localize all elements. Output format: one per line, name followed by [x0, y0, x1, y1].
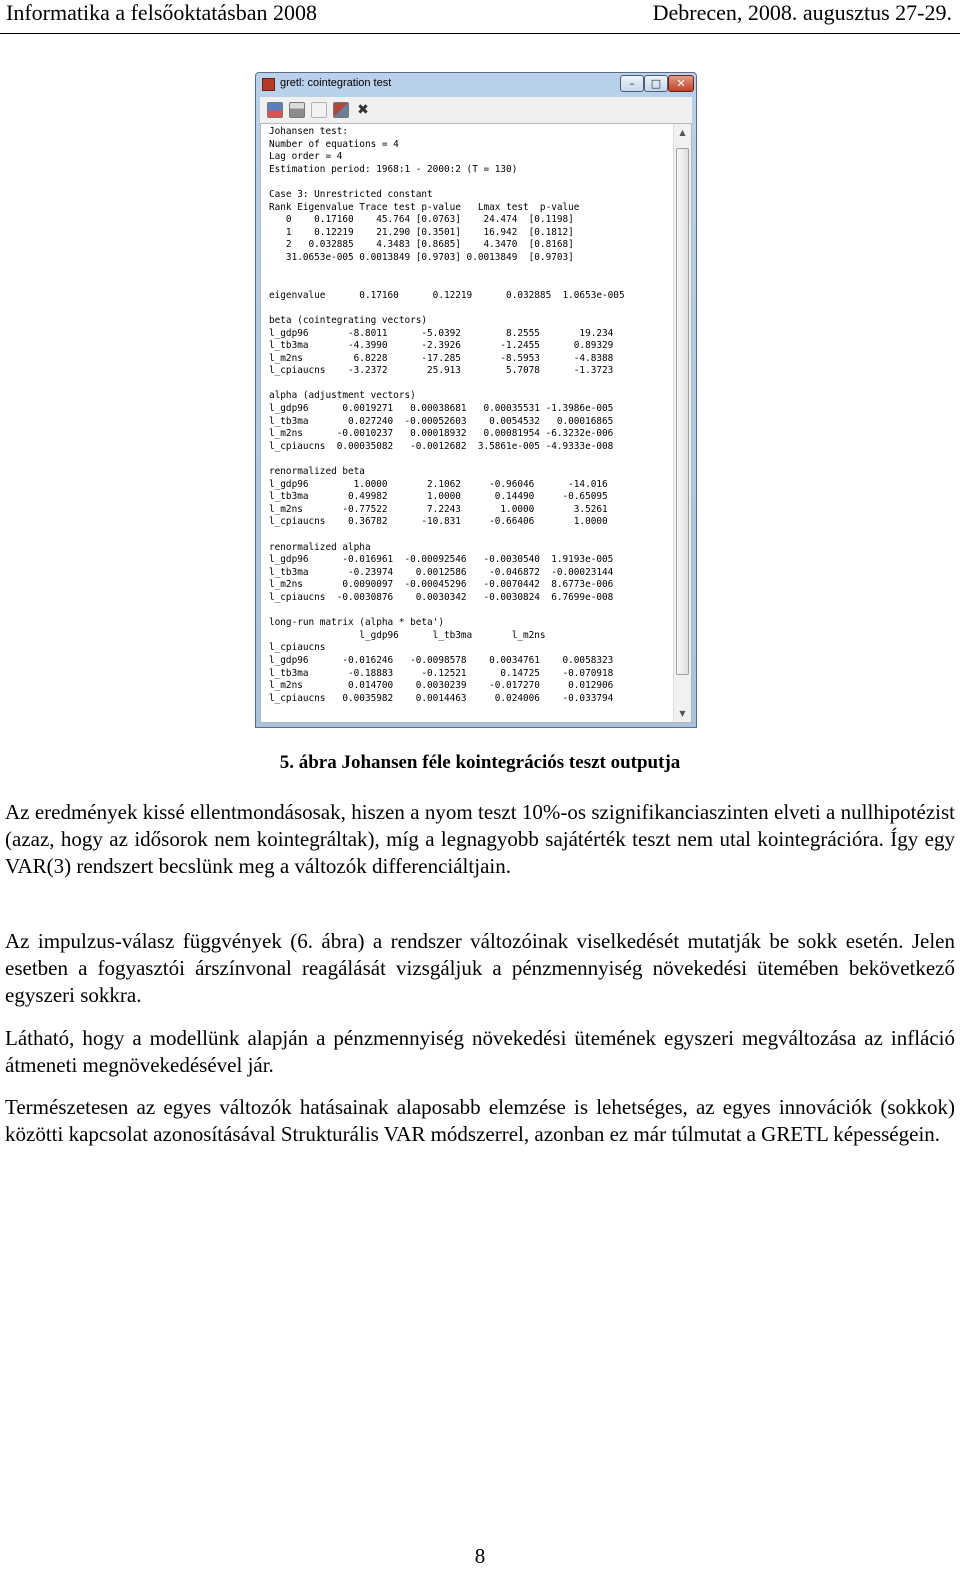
- maximize-button[interactable]: □: [644, 75, 668, 92]
- output-line: l_gdp96 -0.016246 -0.0098578 0.0034761 0.0058323: [269, 654, 614, 666]
- output-line: Number of equations = 4: [269, 138, 399, 150]
- window-titlebar[interactable]: [256, 73, 696, 97]
- window-toolbar: [260, 97, 692, 124]
- cointegration-output: [269, 126, 625, 705]
- scrollbar-thumb[interactable]: [676, 148, 689, 675]
- copy-icon[interactable]: [311, 102, 327, 118]
- vertical-scrollbar[interactable]: [673, 124, 691, 722]
- output-line: l_gdp96 l_tb3ma l_m2ns: [359, 629, 546, 641]
- window-title: gretl: cointegration test: [280, 77, 392, 89]
- close-icon[interactable]: ✖: [357, 102, 369, 118]
- output-line: l_cpiaucns: [269, 642, 326, 654]
- body-paragraph: Természetesen az egyes változók hatásainak alaposabb elemzése is lehetséges, az egyes innovációk (sokkok) közötti kapcsolat azonosításával Strukturális VAR módszerrel, azonban ez már túlmutat a GRETL képességein.: [5, 1095, 955, 1146]
- output-line: renormalized alpha: [269, 541, 371, 553]
- page-header: [0, 0, 960, 34]
- output-line: l_tb3ma -0.18883 -0.12521 0.14725 -0.070918: [269, 667, 614, 679]
- output-line: l_tb3ma 0.027240 -0.00052603 0.0054532 0.00016865: [269, 415, 614, 427]
- output-line: Case 3: Unrestricted constant: [269, 188, 433, 200]
- body-paragraph: Az eredmények kissé ellentmondásosak, hiszen a nyom teszt 10%-os szignifikanciaszinten elveti a nullhipotézist (azaz, hogy az idősorok nem kointegráltak), míg a legnagyobb sajátérték teszt nem utal kointegrációra. Így egy VAR(3) rendszert becslünk meg a változók differenciáltjain.: [5, 800, 955, 878]
- output-line: Rank Eigenvalue Trace test p-value Lmax test p-value: [269, 201, 580, 213]
- output-line: renormalized beta: [269, 466, 365, 478]
- output-line: Johansen test:: [269, 126, 349, 137]
- output-line: l_cpiaucns -0.0030876 0.0030342 -0.0030824 6.7699e-008: [269, 591, 614, 603]
- header-place-date: Debrecen, 2008. augusztus 27-29.: [652, 0, 952, 25]
- scroll-up-arrow-icon[interactable]: ▲: [679, 128, 686, 137]
- output-line: l_cpiaucns -3.2372 25.913 5.7078 -1.3723: [269, 365, 614, 377]
- edit-icon[interactable]: [333, 102, 349, 118]
- output-line: 1 0.12219 21.290 [0.3501] 16.942 [0.1812]: [285, 226, 574, 238]
- print-icon[interactable]: [289, 102, 305, 118]
- gretl-window-screenshot: [255, 72, 697, 728]
- output-line: beta (cointegrating vectors): [269, 314, 428, 326]
- output-line: l_m2ns 6.8228 -17.285 -8.5953 -4.8388: [269, 352, 614, 364]
- output-line: l_cpiaucns 0.36782 -10.831 -0.66406 1.0000: [269, 516, 608, 528]
- body-paragraph: Az impulzus-válasz függvények (6. ábra) a rendszer változóinak viselkedését mutatják be sokk esetén. Jelen esetben a fogyasztói árszínvonal reagálását vizsgáljuk a pénzmennyiség növekedési ütemében bekövetkező egyszeri sokkra.: [5, 929, 955, 1007]
- gretl-app-icon: [262, 78, 275, 91]
- output-line: l_tb3ma -0.23974 0.0012586 -0.046872 -0.00023144: [269, 566, 614, 578]
- output-line: l_m2ns 0.014700 0.0030239 -0.017270 0.012906: [269, 680, 614, 692]
- window-close-button[interactable]: ✕: [668, 75, 694, 92]
- output-line: l_tb3ma -4.3990 -2.3926 -1.2455 0.89329: [269, 340, 614, 352]
- save-icon[interactable]: [267, 102, 283, 118]
- output-line: l_gdp96 -8.8011 -5.0392 8.2555 19.234: [269, 327, 614, 339]
- output-line: 2 0.032885 4.3483 [0.8685] 4.3470 [0.8168]: [285, 239, 574, 251]
- body-paragraph: Látható, hogy a modellünk alapján a pénzmennyiség növekedési ütemének egyszeri megváltozása az infláció átmeneti megnövekedésével jár.: [5, 1026, 955, 1077]
- output-line: long-run matrix (alpha * beta'): [269, 617, 444, 629]
- output-text-area[interactable]: [260, 123, 692, 723]
- output-line: l_m2ns -0.77522 7.2243 1.0000 3.5261: [269, 503, 608, 515]
- output-line: 31.0653e-005 0.0013849 [0.9703] 0.0013849 [0.9703]: [285, 251, 574, 263]
- output-line: Lag order = 4: [269, 151, 343, 163]
- minimize-button[interactable]: –: [620, 75, 644, 92]
- output-line: l_tb3ma 0.49982 1.0000 0.14490 -0.65095: [269, 491, 608, 503]
- header-conference-title: Informatika a felsőoktatásban 2008: [6, 0, 317, 25]
- output-line: alpha (adjustment vectors): [269, 390, 416, 402]
- page-number: 8: [474, 1544, 486, 1568]
- output-line: l_m2ns -0.0010237 0.00018932 0.00081954 -6.3232e-006: [269, 428, 614, 440]
- output-line: 0 0.17160 45.764 [0.0763] 24.474 [0.1198]: [285, 214, 574, 226]
- output-line: l_gdp96 0.0019271 0.00038681 0.00035531 -1.3986e-005: [269, 403, 614, 415]
- output-line: l_cpiaucns 0.00035082 -0.0012682 3.5861e-005 -4.9333e-008: [269, 440, 614, 452]
- output-line: l_gdp96 1.0000 2.1062 -0.96046 -14.016: [269, 478, 608, 490]
- output-line: l_cpiaucns 0.0035982 0.0014463 0.024006 -0.033794: [269, 692, 614, 704]
- output-line: Estimation period: 1968:1 - 2000:2 (T = 130): [269, 163, 518, 175]
- scroll-down-arrow-icon[interactable]: ▼: [679, 709, 686, 718]
- figure-caption: 5. ábra Johansen féle kointegrációs teszt outputja: [279, 752, 681, 773]
- output-line: eigenvalue 0.17160 0.12219 0.032885 1.0653e-005: [269, 289, 625, 301]
- output-line: l_gdp96 -0.016961 -0.00092546 -0.0030540 1.9193e-005: [269, 554, 614, 566]
- output-line: l_m2ns 0.0090097 -0.00045296 -0.0070442 8.6773e-006: [269, 579, 614, 591]
